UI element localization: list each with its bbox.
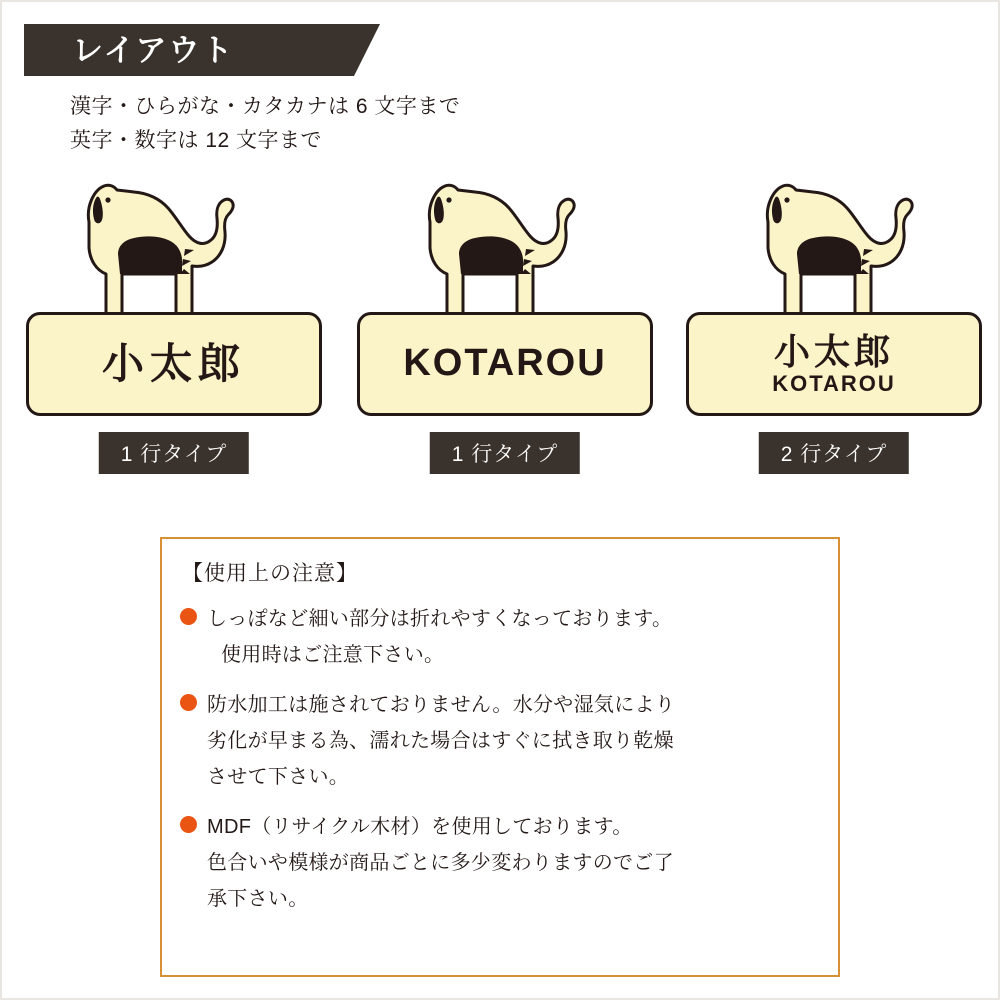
notice-item-text <box>207 687 675 795</box>
notice-item-text <box>207 601 672 673</box>
name-plate <box>686 312 982 416</box>
bullet-icon <box>180 694 197 711</box>
list-item <box>180 601 830 673</box>
bullet-icon <box>180 608 197 625</box>
plate-name-en: KOTAROU <box>403 342 607 385</box>
notice-line: 使用時はご注意下さい。 <box>221 644 445 666</box>
notice-line: しっぽなど細い部分は折れやすくなっております。 <box>207 608 673 630</box>
notice-line: 防水加工は施されておりません。水分や湿気により <box>207 694 676 716</box>
name-plate <box>357 312 653 416</box>
notice-box <box>160 537 840 977</box>
plate-name-jp: 小太郎 <box>773 330 894 372</box>
notice-line: MDF（リサイクル木材）を使用しております。 <box>207 816 633 838</box>
section-ribbon <box>24 24 354 76</box>
name-plate <box>26 312 322 416</box>
intro-line-1: 漢字・ひらがな・カタカナは 6 文字まで <box>70 95 461 118</box>
plate-type-tag: 1 行タイプ <box>430 432 580 474</box>
intro-text <box>70 90 460 158</box>
list-item <box>180 809 830 917</box>
sample-item <box>674 170 994 490</box>
notice-line: させて下さい。 <box>207 766 350 788</box>
list-item <box>180 687 830 795</box>
plate-type-tag: 2 行タイプ <box>759 432 909 474</box>
notice-line: 承下さい。 <box>207 888 309 910</box>
dog-silhouette-icon <box>397 170 607 330</box>
plate-name-en: KOTAROU <box>772 371 896 397</box>
plate-name-jp: 小太郎 <box>101 339 246 387</box>
notice-line: 色合いや模様が商品ごとに多少変わりますのでご了 <box>207 852 674 874</box>
notice-item-text <box>207 809 674 917</box>
dog-silhouette-icon <box>735 170 945 330</box>
plate-type-tag: 1 行タイプ <box>99 432 249 474</box>
sample-item <box>14 170 334 490</box>
section-title: レイアウト <box>72 33 235 68</box>
dog-silhouette-icon <box>56 170 266 330</box>
bullet-icon <box>180 816 197 833</box>
notice-title: 【使用上の注意】 <box>182 562 358 585</box>
sample-item <box>345 170 665 490</box>
sample-list <box>2 170 1000 490</box>
notice-line: 劣化が早まる為、濡れた場合はすぐに拭き取り乾燥 <box>207 730 674 752</box>
notice-list <box>180 601 830 931</box>
intro-line-2: 英字・数字は 12 文字まで <box>70 129 323 152</box>
